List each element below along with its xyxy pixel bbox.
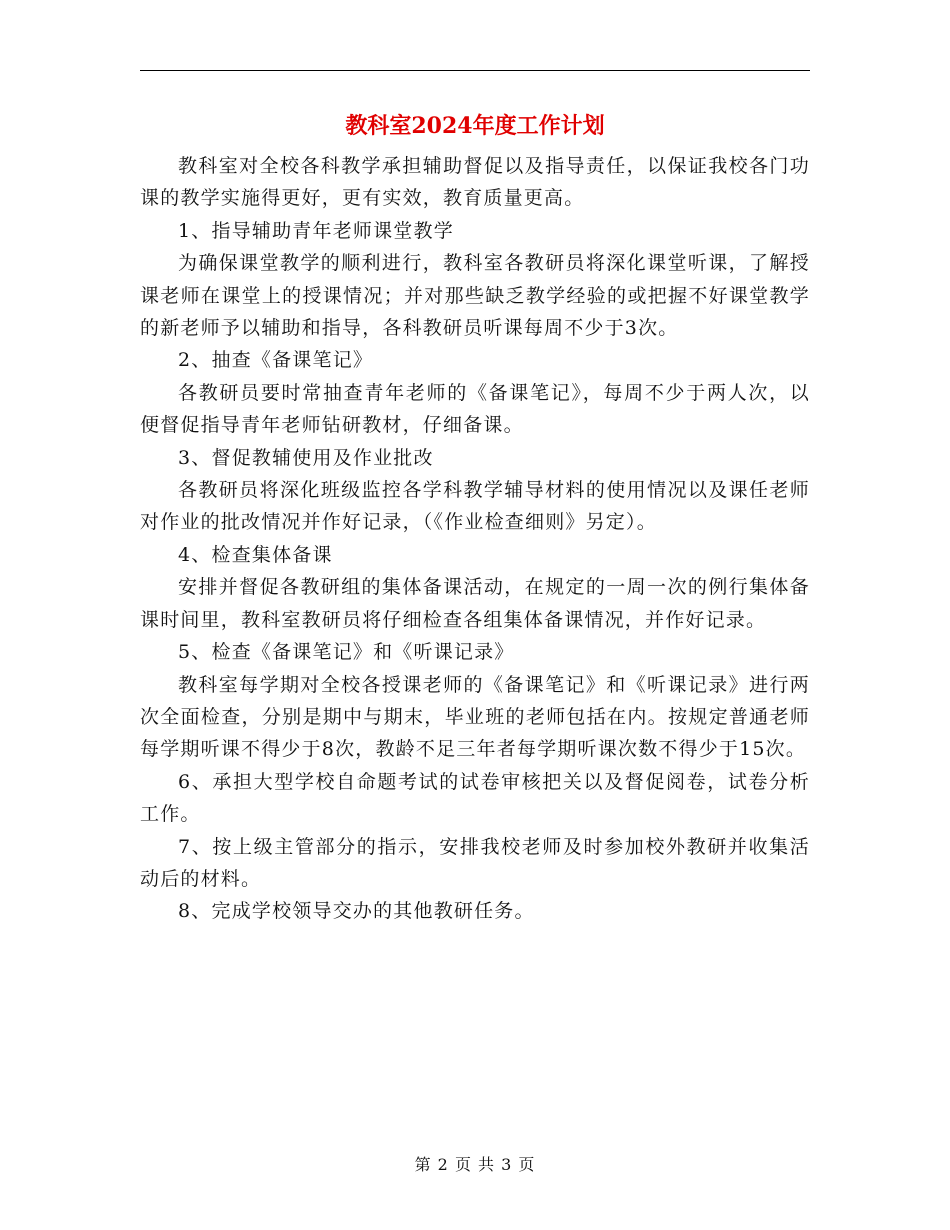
page-number: 第 2 页 共 3 页 — [414, 1155, 536, 1174]
section-heading-4: 4、检查集体备课 — [178, 543, 333, 566]
item-6: 6、承担大型学校自命题考试的试卷审核把关以及督促阅卷，试卷分析工作。 — [140, 770, 810, 826]
document-body — [140, 150, 810, 928]
section-heading-5: 5、检查《备课笔记》和《听课记录》 — [178, 641, 515, 664]
paragraph-5: 教科室每学期对全校各授课老师的《备课笔记》和《听课记录》进行两次全面检查，分别是期中与期末，毕业班的老师包括在内。按规定普通老师每学期听课不得少于8次，教龄不足三年者每学期听课次数不得少于15次。 — [140, 673, 810, 761]
section-heading-1: 1、指导辅助青年老师课堂教学 — [178, 219, 454, 242]
paragraph-1: 为确保课堂教学的顺利进行，教科室各教研员将深化课堂听课，了解授课老师在课堂上的授课情况；并对那些缺乏教学经验的或把握不好课堂教学的新老师予以辅助和指导，各科教研员听课每周不少于3次。 — [140, 252, 810, 340]
document-title: 教科室2024年度工作计划 — [345, 113, 605, 139]
item-7: 7、按上级主管部分的指示，安排我校老师及时参加校外教研并收集活动后的材料。 — [140, 835, 810, 890]
section-heading-2: 2、抽查《备课笔记》 — [178, 349, 374, 372]
header-rule — [140, 70, 810, 71]
paragraph-4: 安排并督促各教研组的集体备课活动，在规定的一周一次的例行集体备课时间里，教科室教研员将仔细检查各组集体备课情况，并作好记录。 — [140, 576, 810, 631]
paragraph-3: 各教研员将深化班级监控各学科教学辅导材料的使用情况以及课任老师对作业的批改情况并作好记录，（《作业检查细则》另定）。 — [140, 479, 810, 534]
section-heading-3: 3、督促教辅使用及作业批改 — [178, 446, 434, 469]
paragraph-intro: 教科室对全校各科教学承担辅助督促以及指导责任，以保证我校各门功课的教学实施得更好，更有实效，教育质量更高。 — [140, 155, 810, 210]
paragraph-2: 各教研员要时常抽查青年老师的《备课笔记》，每周不少于两人次，以便督促指导青年老师钻研教材，仔细备课。 — [140, 381, 810, 437]
item-8: 8、完成学校领导交办的其他教研任务。 — [178, 900, 535, 923]
